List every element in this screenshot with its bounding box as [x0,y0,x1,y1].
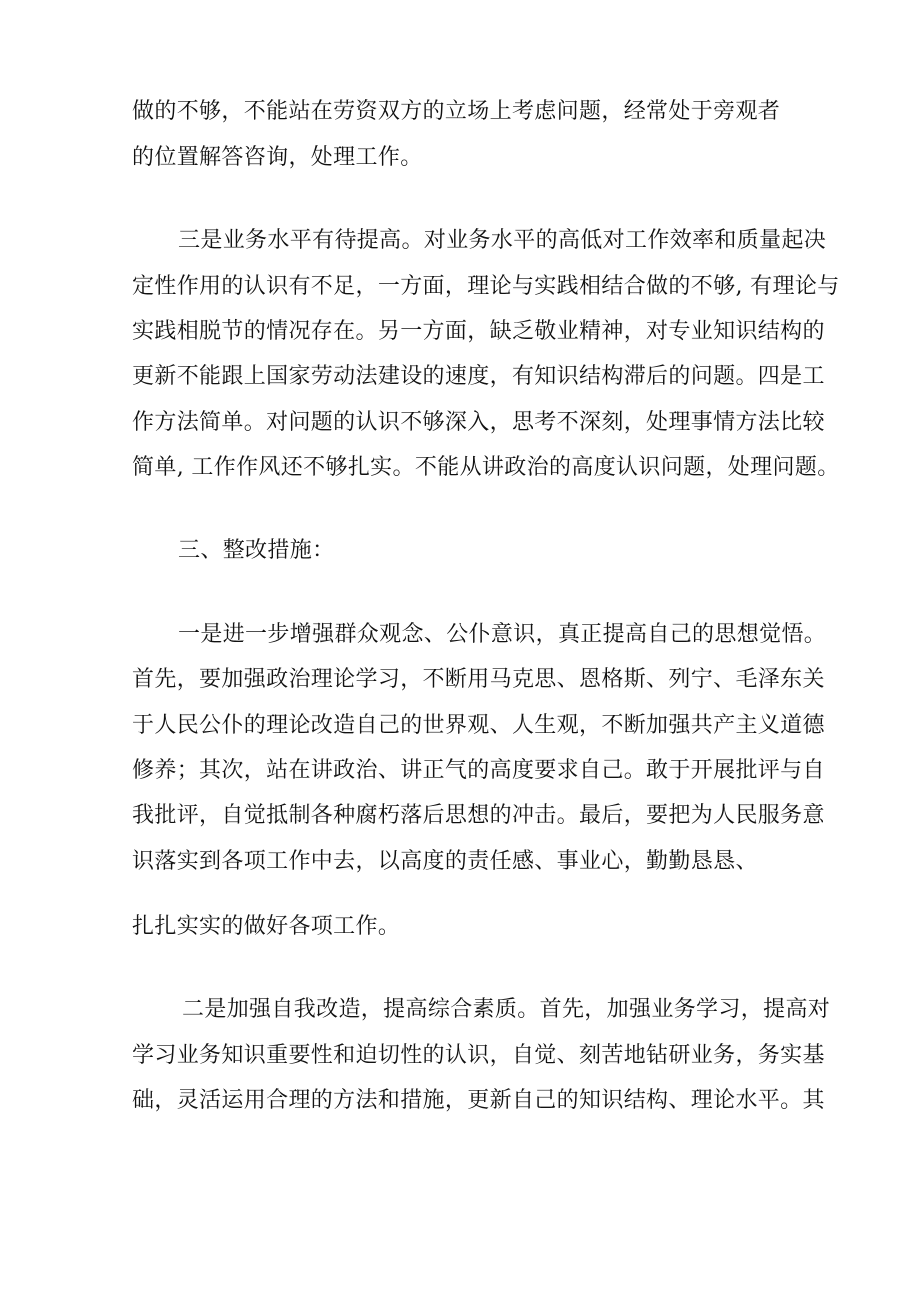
paragraph-2-line-4: 更新不能跟上国家劳动法建设的速度，有知识结构滞后的问题。四是工 [132,364,825,389]
paragraph-2-line-2: 定性作用的认识有不足，一方面，理论与实践相结合做的不够, 有理论与 [132,274,840,299]
paragraph-3-line-2: 首先，要加强政治理论学习，不断用马克思、恩格斯、列宁、毛泽东关 [132,667,825,692]
paragraph-2-line-3: 实践相脱节的情况存在。另一方面，缺乏敬业精神，对专业知识结构的 [132,319,825,344]
paragraph-5-line-3: 础，灵活运用合理的方法和措施，更新自己的知识结构、理论水平。其 [132,1088,825,1113]
paragraph-3-line-6: 识落实到各项工作中去，以高度的责任感、事业心，勤勤恳恳、 [132,849,758,874]
paragraph-2-line-1: 三是业务水平有待提高。对业务水平的高低对工作效率和质量起决 [178,228,827,253]
paragraph-2-line-6: 简单, 工作作风还不够扎实。不能从讲政治的高度认识问题，处理问题。 [132,455,840,480]
paragraph-3-line-1: 一是进一步增强群众观念、公仆意识，真正提高自己的思想觉悟。 [178,622,827,647]
paragraph-3-line-5: 我批评，自觉抵制各种腐朽落后思想的冲击。最后，要把为人民服务意 [132,803,825,828]
paragraph-5-line-1: 二是加强自我改造，提高综合素质。首先，加强业务学习，提高对 [182,997,831,1022]
paragraph-5-line-2: 学习业务知识重要性和迫切性的认识，自觉、刻苦地钻研业务，务实基 [132,1043,825,1068]
paragraph-1-line-1: 做的不够，不能站在劳资双方的立场上考虑问题，经常处于旁观者 [132,99,781,124]
paragraph-2-line-5: 作方法简单。对问题的认识不够深入，思考不深刻，处理事情方法比较 [132,410,825,435]
paragraph-3-line-4: 修养；其次，站在讲政治、讲正气的高度要求自己。敢于开展批评与自 [132,758,825,783]
paragraph-4-line-1: 扎扎实实的做好各项工作。 [132,914,401,939]
paragraph-3-line-3: 于人民公仆的理论改造自己的世界观、人生观，不断加强共产主义道德 [132,713,825,738]
paragraph-1-line-2: 的位置解答咨询，处理工作。 [132,145,423,170]
section-heading: 三、整改措施： [178,538,335,563]
